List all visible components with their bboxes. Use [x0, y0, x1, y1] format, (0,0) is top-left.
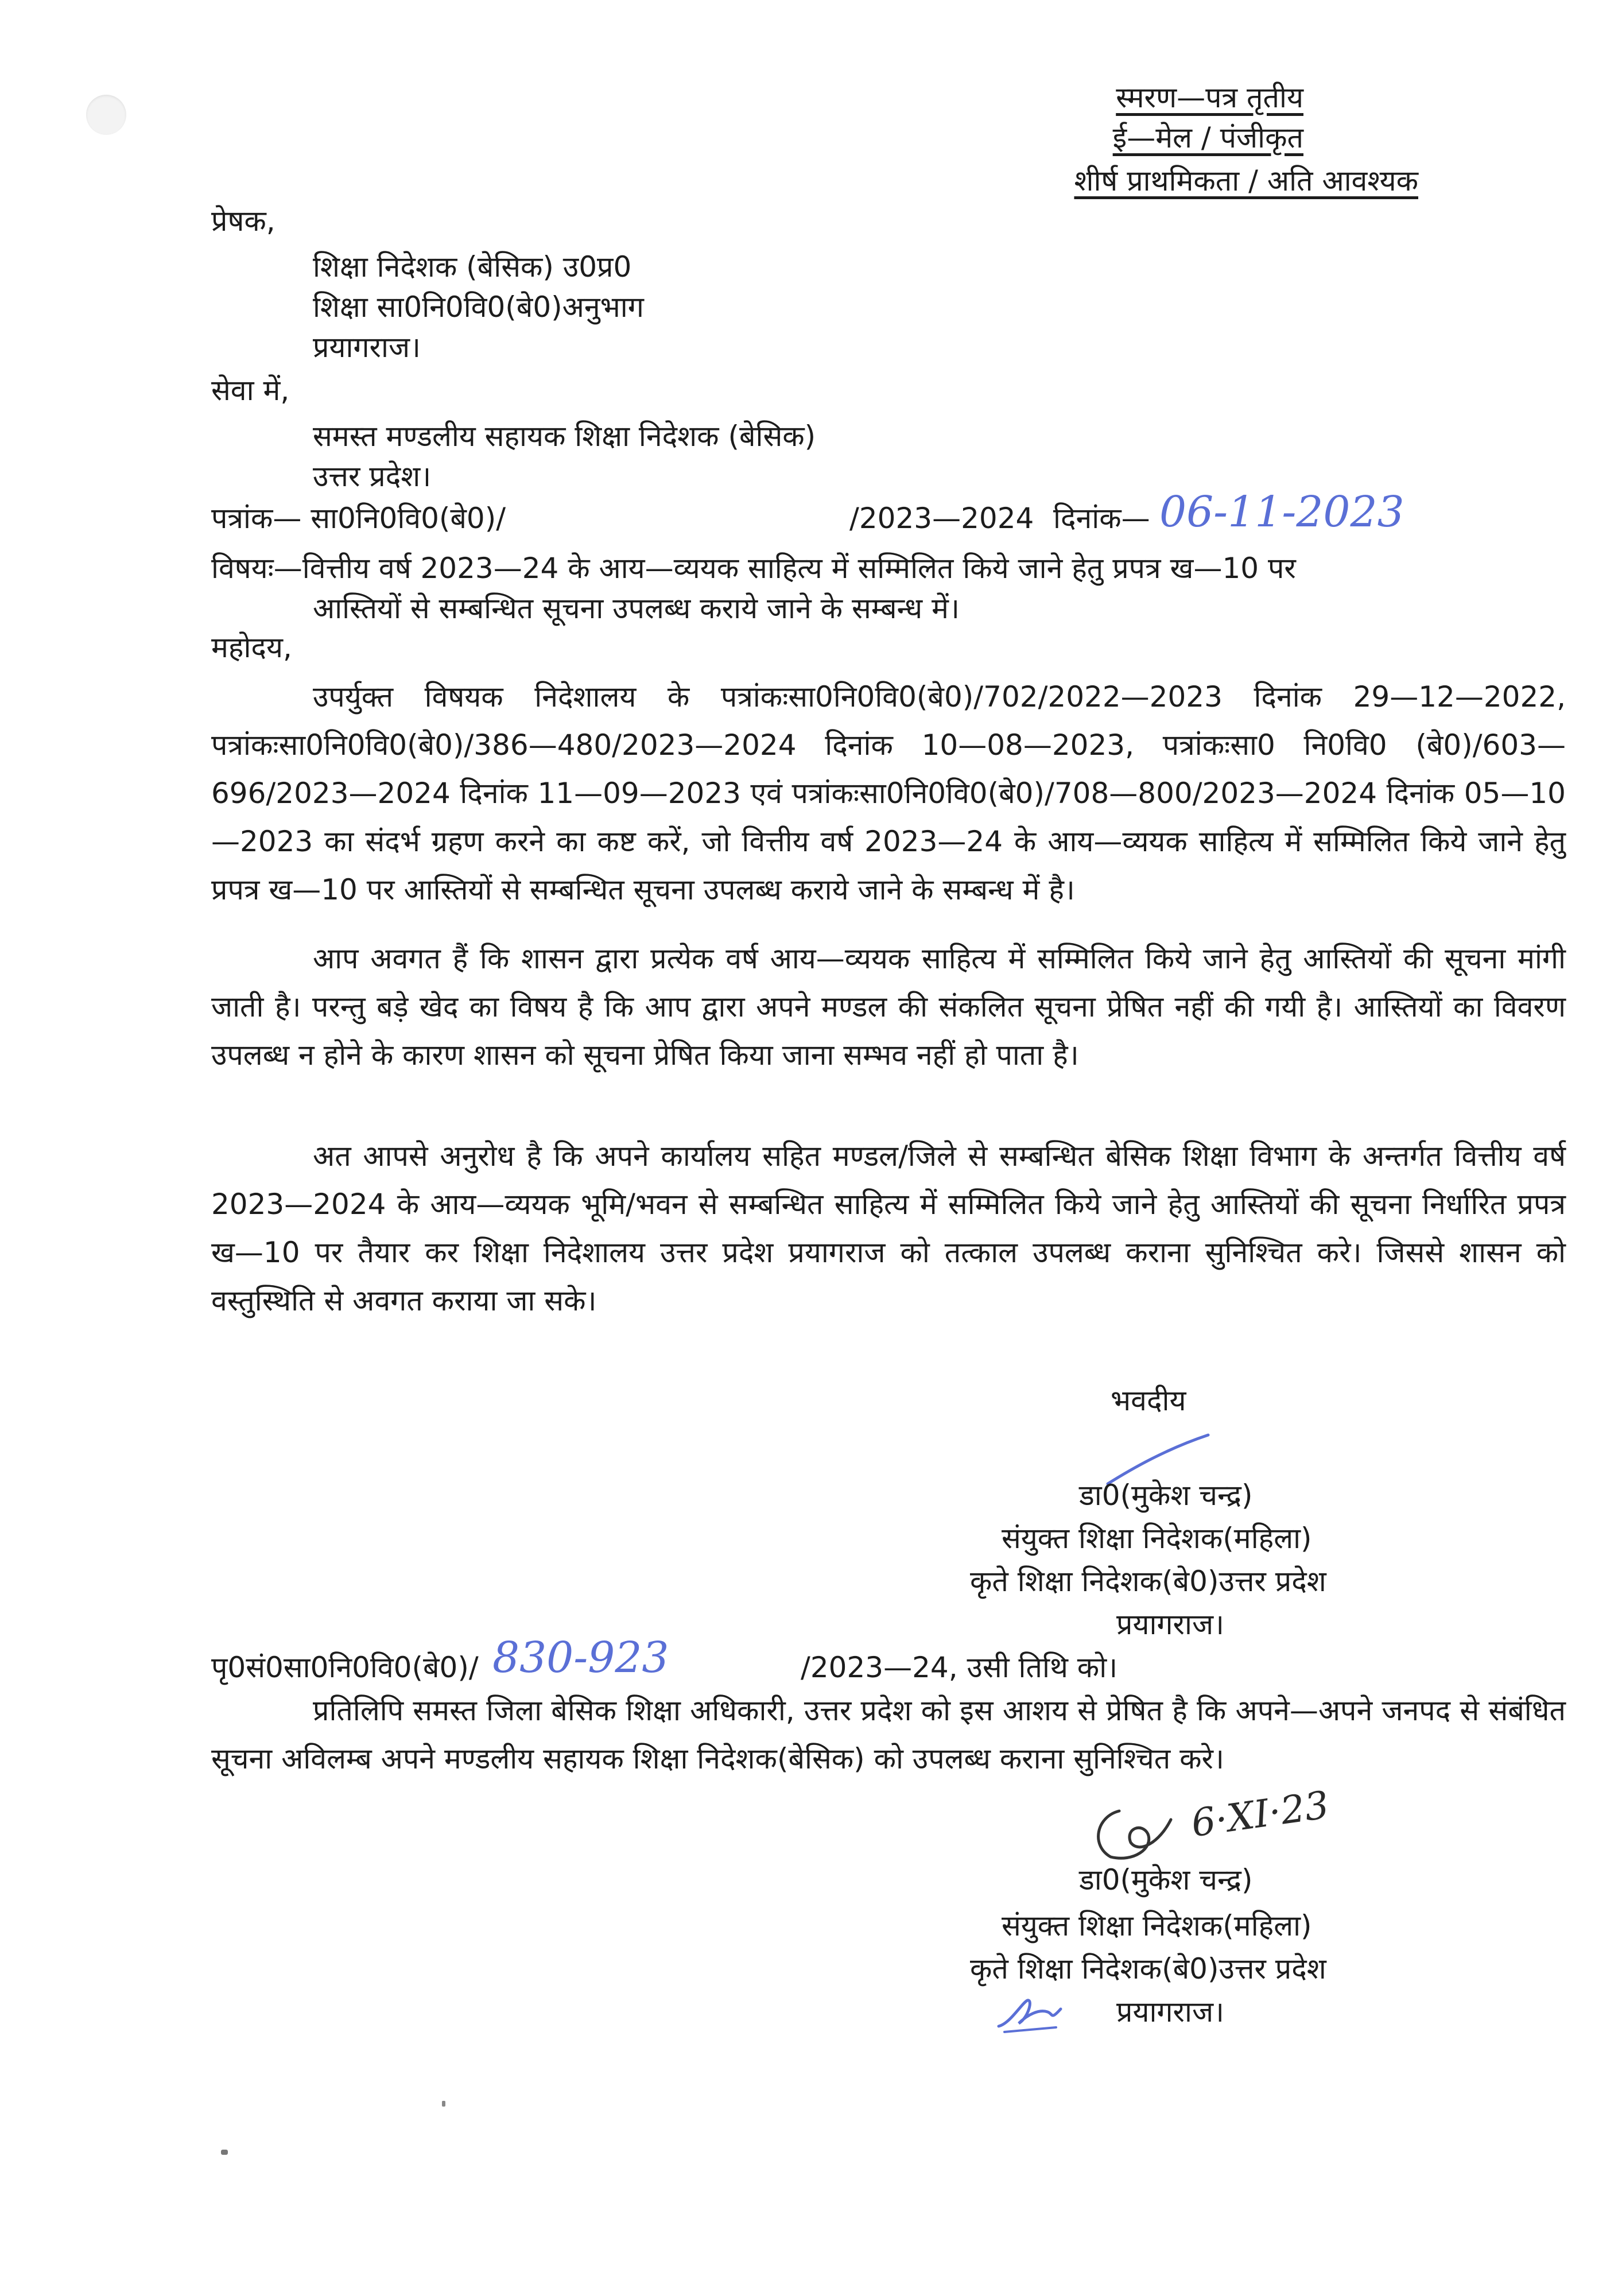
- email-registered-label: ई—मेल / पंजीकृत: [1112, 121, 1303, 154]
- recipient-label: सेवा में,: [211, 374, 290, 407]
- reference-year: /2023—2024: [849, 502, 1034, 535]
- signatory-designation-1: संयुक्त शिक्षा निदेशक(महिला): [1002, 1522, 1312, 1555]
- reference-number: पत्रांक— सा0नि0वि0(बे0)/: [211, 502, 506, 535]
- signatory-designation-2: संयुक्त शिक्षा निदेशक(महिला): [1002, 1909, 1312, 1942]
- date-label: दिनांक—: [1053, 502, 1150, 535]
- body-paragraph-2: आप अवगत हैं कि शासन द्वारा प्रत्येक वर्ष आय—व्ययक साहित्य में सम्मिलित किये जाने हेतु आस्तियों की सूचना मांगी जाती है। परन्तु बड़े खेद का विषय है कि आप द्वारा अपने मण्डल की संकलित सूचना प्रेषित नहीं की गयी है। आस्तियों का विवरण उपलब्ध न होने के कारण शासन को सूचना प्रेषित किया जाना सम्भव नहीं हो पाता है।: [211, 942, 1566, 1072]
- paper-speck: [442, 2101, 445, 2107]
- reminder-label: स्मरण—पत्र तृतीय: [1116, 81, 1303, 114]
- recipient-line-1: समस्त मण्डलीय सहायक शिक्षा निदेशक (बेसिक): [313, 420, 816, 453]
- handwritten-date: 06-11-2023: [1159, 487, 1404, 537]
- body-paragraph-1: उपर्युक्त विषयक निदेशालय के पत्रांकःसा0नि0वि0(बे0)/702/2022—2023 दिनांक 29—12—2022, पत्रांकःसा0नि0वि0(बे0)/386—480/2023—2024 दिनांक 10—08—2023, पत्रांकःसा0 नि0वि0 (बे0)/603—696/2023—2024 दिनांक 11—09—2023 एवं पत्रांकःसा0नि0वि0(बे0)/708—800/2023—2024 दिनांक 05—10—2023 का संदर्भ ग्रहण करने का कष्ट करें, जो वित्तीय वर्ष 2023—24 के आय—व्ययक साहित्य में सम्मिलित किये जाने हेतु प्रपत्र ख—10 पर आस्तियों से सम्बन्धित सूचना उपलब्ध कराये जाने के सम्बन्ध में है।: [211, 680, 1566, 906]
- subject-line-1: विषयः—वित्तीय वर्ष 2023—24 के आय—व्ययक साहित्य में सम्मिलित किये जाने हेतु प्रपत्र ख—10 पर: [211, 552, 1296, 585]
- initials-signature: [993, 1992, 1068, 2038]
- endorsement-text: प्रतिलिपि समस्त जिला बेसिक शिक्षा अधिकारी, उत्तर प्रदेश को इस आशय से प्रेषित है कि अपने—अपने जनपद से संबंधित सूचना अविलम्ब अपने मण्डलीय सहायक शिक्षा निदेशक(बेसिक) को उपलब्ध कराना सुनिश्चित करे।: [211, 1694, 1566, 1775]
- sender-line-3: प्रयागराज।: [313, 331, 421, 364]
- signatory-for-1: कृते शिक्षा निदेशक(बे0)उत्तर प्रदेश: [970, 1565, 1326, 1598]
- endorsement-prefix: पृ0सं0सा0नि0वि0(बे0)/: [211, 1651, 479, 1684]
- sender-label: प्रेषक,: [211, 204, 275, 238]
- signatory-name-2: डा0(मुकेश चन्द्र): [1079, 1863, 1253, 1896]
- signature-2: [1085, 1802, 1177, 1865]
- paper-speck: [221, 2150, 228, 2155]
- signatory-place-2: प्रयागराज।: [1116, 1995, 1224, 2029]
- punch-hole: [86, 95, 126, 135]
- salutation: महोदय,: [211, 631, 292, 664]
- handwritten-endorsement-number: 830-923: [492, 1633, 669, 1682]
- recipient-line-2: उत्तर प्रदेश।: [313, 460, 432, 493]
- signatory-name-1: डा0(मुकेश चन्द्र): [1079, 1479, 1253, 1512]
- handwritten-date-2: 6·XI·23: [1188, 1782, 1332, 1846]
- body-paragraph-3: अत आपसे अनुरोध है कि अपने कार्यालय सहित मण्डल/जिले से सम्बन्धित बेसिक शिक्षा विभाग के अन्तर्गत वित्तीय वर्ष 2023—2024 के आय—व्ययक भूमि/भवन से सम्बन्धित साहित्य में सम्मिलित किये जाने हेतु आस्तियों की सूचना निर्धारित प्रपत्र ख—10 पर तैयार कर शिक्षा निदेशालय उत्तर प्रदेश प्रयागराज को तत्काल उपलब्ध कराना सुनिश्चित करे। जिससे शासन को वस्तुस्थिति से अवगत कराया जा सके।: [211, 1139, 1566, 1317]
- signatory-place-1: प्रयागराज।: [1116, 1608, 1224, 1641]
- subject-line-2: आस्तियों से सम्बन्धित सूचना उपलब्ध कराये जाने के सम्बन्ध में।: [313, 592, 960, 625]
- sender-line-2: शिक्षा सा0नि0वि0(बे0)अनुभाग: [313, 290, 644, 324]
- endorsement-suffix: /2023—24, उसी तिथि को।: [801, 1651, 1118, 1684]
- priority-label: शीर्ष प्राथमिकता / अति आवश्यक: [1074, 164, 1418, 197]
- sender-line-1: शिक्षा निदेशक (बेसिक) उ0प्र0: [313, 250, 632, 284]
- closing-bhavdiya: भवदीय: [1111, 1384, 1186, 1417]
- signatory-for-2: कृते शिक्षा निदेशक(बे0)उत्तर प्रदेश: [970, 1952, 1326, 1985]
